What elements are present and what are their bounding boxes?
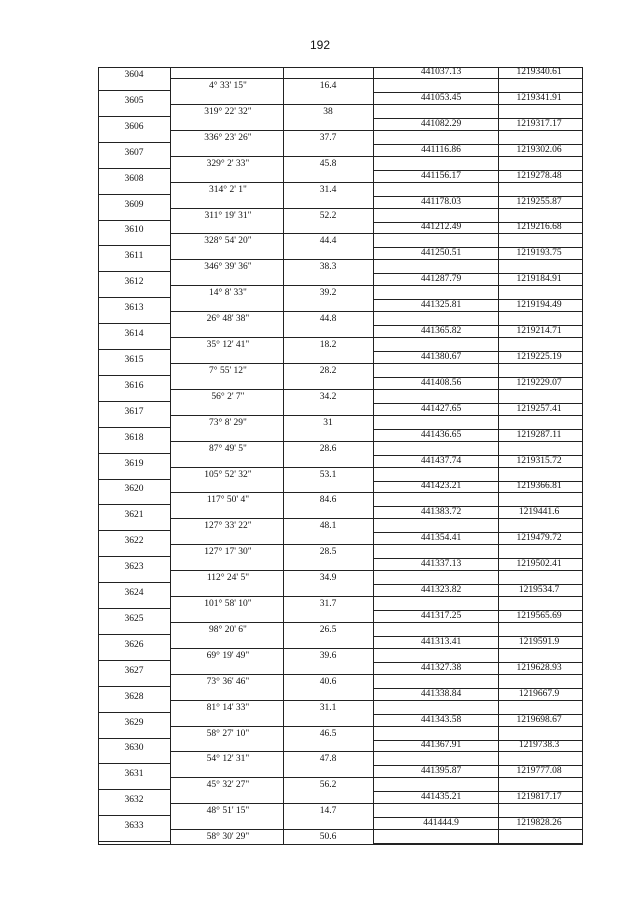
point-number: 3617 xyxy=(124,406,144,417)
bearing: 98° 20' 6" xyxy=(209,624,247,635)
row-rule xyxy=(98,194,170,195)
x-coordinate: 441082.29 xyxy=(420,118,462,129)
row-rule xyxy=(98,660,170,661)
distance: 39.2 xyxy=(319,288,337,299)
point-number: 3625 xyxy=(124,613,144,624)
bearing: 311° 19' 31" xyxy=(204,210,252,221)
y-coordinate: 1219194.49 xyxy=(516,300,562,311)
x-coordinate: 441327.38 xyxy=(420,662,462,673)
x-coordinate: 441053.45 xyxy=(420,92,462,103)
row-rule xyxy=(98,375,170,376)
row-rule xyxy=(170,441,373,442)
point-number: 3627 xyxy=(124,665,144,676)
y-coordinate: 1219828.26 xyxy=(516,818,562,829)
row-rule xyxy=(170,233,373,234)
row-rule xyxy=(373,596,582,597)
bearing: 45° 32' 27" xyxy=(206,780,250,791)
x-coordinate: 441323.82 xyxy=(420,585,462,595)
row-rule xyxy=(98,297,170,298)
column-line xyxy=(170,67,171,845)
row-rule xyxy=(98,556,170,557)
x-coordinate: 441395.87 xyxy=(420,766,462,777)
column-line xyxy=(582,67,583,845)
row-rule xyxy=(170,492,373,493)
point-number: 3632 xyxy=(124,795,144,806)
row-rule xyxy=(98,789,170,790)
bearing: 26° 48' 38" xyxy=(206,314,250,325)
row-rule xyxy=(170,648,373,649)
point-number: 3621 xyxy=(124,510,144,521)
y-coordinate: 1219255.87 xyxy=(516,196,562,207)
row-rule xyxy=(373,648,582,649)
row-rule xyxy=(373,441,582,442)
point-number: 3605 xyxy=(124,95,144,106)
y-coordinate: 1219591.9 xyxy=(518,636,560,647)
distance: 40.6 xyxy=(319,676,337,687)
x-coordinate: 441436.65 xyxy=(420,429,462,440)
point-number: 3608 xyxy=(124,173,144,184)
row-rule xyxy=(98,712,170,713)
x-coordinate: 441337.13 xyxy=(420,559,462,570)
row-rule xyxy=(170,726,373,727)
bearing: 73° 36' 46" xyxy=(206,676,250,687)
distance: 28.2 xyxy=(319,365,337,376)
bearing: 336° 23' 26" xyxy=(204,132,252,143)
y-coordinate: 1219216.68 xyxy=(516,222,562,233)
row-rule xyxy=(373,363,582,364)
x-coordinate: 441338.84 xyxy=(420,688,462,699)
x-coordinate: 441250.51 xyxy=(420,248,462,259)
x-coordinate: 441343.58 xyxy=(420,714,462,725)
row-rule xyxy=(170,130,373,131)
bearing: 73° 8' 29" xyxy=(209,417,247,428)
distance: 18.2 xyxy=(319,340,337,350)
distance: 50.6 xyxy=(319,832,337,843)
bearing: 112° 24' 5" xyxy=(206,573,250,584)
row-rule xyxy=(373,285,582,286)
y-coordinate: 1219278.48 xyxy=(516,170,562,181)
point-number: 3610 xyxy=(124,225,144,236)
bearing: 105° 52' 32" xyxy=(204,469,252,480)
y-coordinate: 1219341.91 xyxy=(516,92,562,103)
distance: 34.9 xyxy=(319,573,337,584)
table-border xyxy=(98,844,582,845)
bearing: 58° 27' 10" xyxy=(206,728,250,739)
row-rule xyxy=(98,427,170,428)
point-number: 3604 xyxy=(124,70,144,80)
y-coordinate: 1219502.41 xyxy=(516,559,562,570)
row-rule xyxy=(373,544,582,545)
x-coordinate: 441116.86 xyxy=(421,144,461,155)
x-coordinate: 441383.72 xyxy=(420,507,462,518)
row-rule xyxy=(373,78,582,79)
row-rule xyxy=(170,700,373,701)
y-coordinate: 1219479.72 xyxy=(516,533,562,544)
row-rule xyxy=(170,829,373,830)
point-number: 3606 xyxy=(124,121,144,132)
row-rule xyxy=(98,401,170,402)
x-coordinate: 441287.79 xyxy=(420,274,462,285)
row-rule xyxy=(98,479,170,480)
point-number: 3618 xyxy=(124,432,144,443)
row-rule xyxy=(373,622,582,623)
row-rule xyxy=(373,751,582,752)
y-coordinate: 1219698.67 xyxy=(516,714,562,725)
x-coordinate: 441365.82 xyxy=(420,326,462,336)
row-rule xyxy=(170,259,373,260)
y-coordinate: 1219225.19 xyxy=(516,351,562,362)
row-rule xyxy=(373,259,582,260)
row-rule xyxy=(98,530,170,531)
y-coordinate: 1219565.69 xyxy=(516,610,562,621)
point-number: 3607 xyxy=(124,147,144,158)
distance: 31.4 xyxy=(319,184,337,195)
distance: 38.3 xyxy=(319,262,337,273)
row-rule xyxy=(170,104,373,105)
distance: 39.6 xyxy=(319,650,337,661)
distance: 44.4 xyxy=(319,236,337,247)
bearing: 127° 17' 30" xyxy=(204,547,252,558)
row-rule xyxy=(170,751,373,752)
row-rule xyxy=(98,634,170,635)
row-rule xyxy=(373,182,582,183)
row-rule xyxy=(170,208,373,209)
distance: 52.2 xyxy=(319,210,337,221)
x-coordinate: 441156.17 xyxy=(420,170,462,181)
bearing: 7° 55' 12" xyxy=(209,365,247,376)
bearing: 87° 49' 5" xyxy=(209,443,247,454)
y-coordinate: 1219193.75 xyxy=(516,248,562,259)
distance: 48.1 xyxy=(319,521,337,532)
bearing: 329° 2' 33" xyxy=(206,158,250,169)
y-coordinate: 1219315.72 xyxy=(516,455,562,466)
point-number: 3613 xyxy=(124,303,144,314)
point-number: 3619 xyxy=(124,458,144,469)
point-number: 3616 xyxy=(124,380,144,391)
row-rule xyxy=(373,492,582,493)
row-rule xyxy=(373,337,582,338)
bearing: 58° 30' 29" xyxy=(206,832,250,843)
distance: 16.4 xyxy=(319,81,337,91)
row-rule xyxy=(373,829,582,830)
y-coordinate: 1219738.3 xyxy=(518,740,560,751)
y-coordinate: 1219628.93 xyxy=(516,662,562,673)
distance: 31.1 xyxy=(319,702,337,713)
bearing: 54° 12' 31" xyxy=(206,754,250,765)
point-number: 3624 xyxy=(124,588,144,598)
x-coordinate: 441437.74 xyxy=(420,455,462,466)
row-rule xyxy=(170,78,373,79)
row-rule xyxy=(373,104,582,105)
y-coordinate: 1219257.41 xyxy=(516,403,562,414)
column-line xyxy=(373,67,374,845)
bearing: 117° 50' 4" xyxy=(206,495,250,506)
bearing: 56° 2' 7" xyxy=(211,391,245,402)
row-rule xyxy=(170,311,373,312)
x-coordinate: 441178.03 xyxy=(420,196,462,207)
row-rule xyxy=(373,803,582,804)
row-rule xyxy=(98,686,170,687)
point-number: 3609 xyxy=(124,199,144,210)
bearing: 69° 19' 49" xyxy=(206,650,250,661)
distance: 56.2 xyxy=(319,780,337,791)
bearing: 4° 33' 15" xyxy=(209,81,247,91)
distance: 14.7 xyxy=(319,806,337,817)
row-rule xyxy=(373,777,582,778)
coordinate-table xyxy=(98,67,582,845)
point-number: 3633 xyxy=(124,821,144,832)
distance: 28.6 xyxy=(319,443,337,454)
row-rule xyxy=(170,518,373,519)
point-number: 3614 xyxy=(124,329,144,339)
x-coordinate: 441444.9 xyxy=(423,818,459,829)
point-number: 3628 xyxy=(124,691,144,702)
row-rule xyxy=(373,467,582,468)
row-rule xyxy=(170,363,373,364)
y-coordinate: 1219302.06 xyxy=(516,144,562,155)
row-rule xyxy=(98,116,170,117)
row-rule xyxy=(98,220,170,221)
x-coordinate: 441354.41 xyxy=(420,533,462,544)
x-coordinate: 441427.65 xyxy=(420,403,462,414)
point-number: 3626 xyxy=(124,639,144,650)
x-coordinate: 441212.49 xyxy=(420,222,462,233)
row-rule xyxy=(170,415,373,416)
page-number: 192 xyxy=(309,38,331,52)
x-coordinate: 441313.41 xyxy=(420,636,462,647)
point-number: 3631 xyxy=(124,769,144,780)
row-rule xyxy=(170,544,373,545)
x-coordinate: 441037.13 xyxy=(420,67,462,77)
bearing: 127° 33' 22" xyxy=(204,521,252,532)
x-coordinate: 441317.25 xyxy=(420,610,462,621)
y-coordinate: 1219317.17 xyxy=(516,118,562,129)
row-rule xyxy=(373,570,582,571)
y-coordinate: 1219366.81 xyxy=(516,481,562,492)
row-rule xyxy=(98,453,170,454)
point-number: 3622 xyxy=(124,536,144,547)
x-coordinate: 441435.21 xyxy=(420,792,462,803)
bearing: 14° 8' 33" xyxy=(209,288,247,299)
distance: 46.5 xyxy=(319,728,337,739)
row-rule xyxy=(98,168,170,169)
row-rule xyxy=(98,142,170,143)
point-number: 3620 xyxy=(124,484,144,495)
row-rule xyxy=(170,674,373,675)
row-rule xyxy=(98,763,170,764)
row-rule xyxy=(98,815,170,816)
row-rule xyxy=(98,349,170,350)
point-number: 3615 xyxy=(124,354,144,365)
row-rule xyxy=(170,156,373,157)
row-rule xyxy=(98,271,170,272)
bearing: 48° 51' 15" xyxy=(206,806,250,817)
x-coordinate: 441423.21 xyxy=(420,481,462,492)
y-coordinate: 1219184.91 xyxy=(516,274,562,285)
row-rule xyxy=(170,285,373,286)
y-coordinate: 1219777.08 xyxy=(516,766,562,777)
row-rule xyxy=(98,90,170,91)
distance: 31.7 xyxy=(319,599,337,609)
row-rule xyxy=(373,156,582,157)
row-rule xyxy=(373,233,582,234)
distance: 34.2 xyxy=(319,391,337,402)
y-coordinate: 1219817.17 xyxy=(516,792,562,803)
distance: 31 xyxy=(323,417,333,428)
point-number: 3623 xyxy=(124,562,144,573)
row-rule xyxy=(170,389,373,390)
bearing: 81° 14' 33" xyxy=(206,702,250,713)
distance: 28.5 xyxy=(319,547,337,558)
row-rule xyxy=(373,726,582,727)
bearing: 319° 22' 32" xyxy=(204,106,252,117)
bearing: 328° 54' 20" xyxy=(204,236,252,247)
row-rule xyxy=(98,608,170,609)
distance: 26.5 xyxy=(319,624,337,635)
row-rule xyxy=(98,738,170,739)
row-rule xyxy=(170,622,373,623)
point-number: 3612 xyxy=(124,277,144,288)
row-rule xyxy=(373,208,582,209)
y-coordinate: 1219229.07 xyxy=(516,377,562,388)
x-coordinate: 441380.67 xyxy=(420,351,462,362)
distance: 53.1 xyxy=(319,469,337,480)
distance: 37.7 xyxy=(319,132,337,143)
row-rule xyxy=(170,803,373,804)
bearing: 346° 39' 36" xyxy=(204,262,252,273)
distance: 38 xyxy=(323,106,333,117)
bearing: 314° 2' 1" xyxy=(209,184,247,195)
y-coordinate: 1219441.6 xyxy=(518,507,560,518)
bearing: 35° 12' 41" xyxy=(206,340,250,350)
y-coordinate: 1219214.71 xyxy=(516,326,562,336)
row-rule xyxy=(170,182,373,183)
bearing: 101° 58' 10" xyxy=(204,599,252,609)
row-rule xyxy=(98,245,170,246)
y-coordinate: 1219340.61 xyxy=(516,67,562,77)
y-coordinate: 1219287.11 xyxy=(516,429,562,440)
point-number: 3611 xyxy=(124,251,144,262)
point-number: 3630 xyxy=(124,743,144,754)
y-coordinate: 1219534.7 xyxy=(518,585,560,595)
distance: 44.8 xyxy=(319,314,337,325)
x-coordinate: 441367.91 xyxy=(420,740,462,751)
row-rule xyxy=(170,570,373,571)
row-rule xyxy=(98,841,170,842)
row-rule xyxy=(170,337,373,338)
row-rule xyxy=(170,467,373,468)
row-rule xyxy=(373,311,582,312)
row-rule xyxy=(170,596,373,597)
row-rule xyxy=(98,323,170,324)
row-rule xyxy=(373,389,582,390)
row-rule xyxy=(98,504,170,505)
y-coordinate: 1219667.9 xyxy=(518,688,560,699)
distance: 47.8 xyxy=(319,754,337,765)
distance: 84.6 xyxy=(319,495,337,506)
row-rule xyxy=(373,518,582,519)
row-rule xyxy=(373,130,582,131)
row-rule xyxy=(170,777,373,778)
x-coordinate: 441408.56 xyxy=(420,377,462,388)
row-rule xyxy=(373,700,582,701)
row-rule xyxy=(98,582,170,583)
distance: 45.8 xyxy=(319,158,337,169)
point-number: 3629 xyxy=(124,717,144,728)
row-rule xyxy=(373,674,582,675)
row-rule xyxy=(373,415,582,416)
x-coordinate: 441325.81 xyxy=(420,300,462,311)
